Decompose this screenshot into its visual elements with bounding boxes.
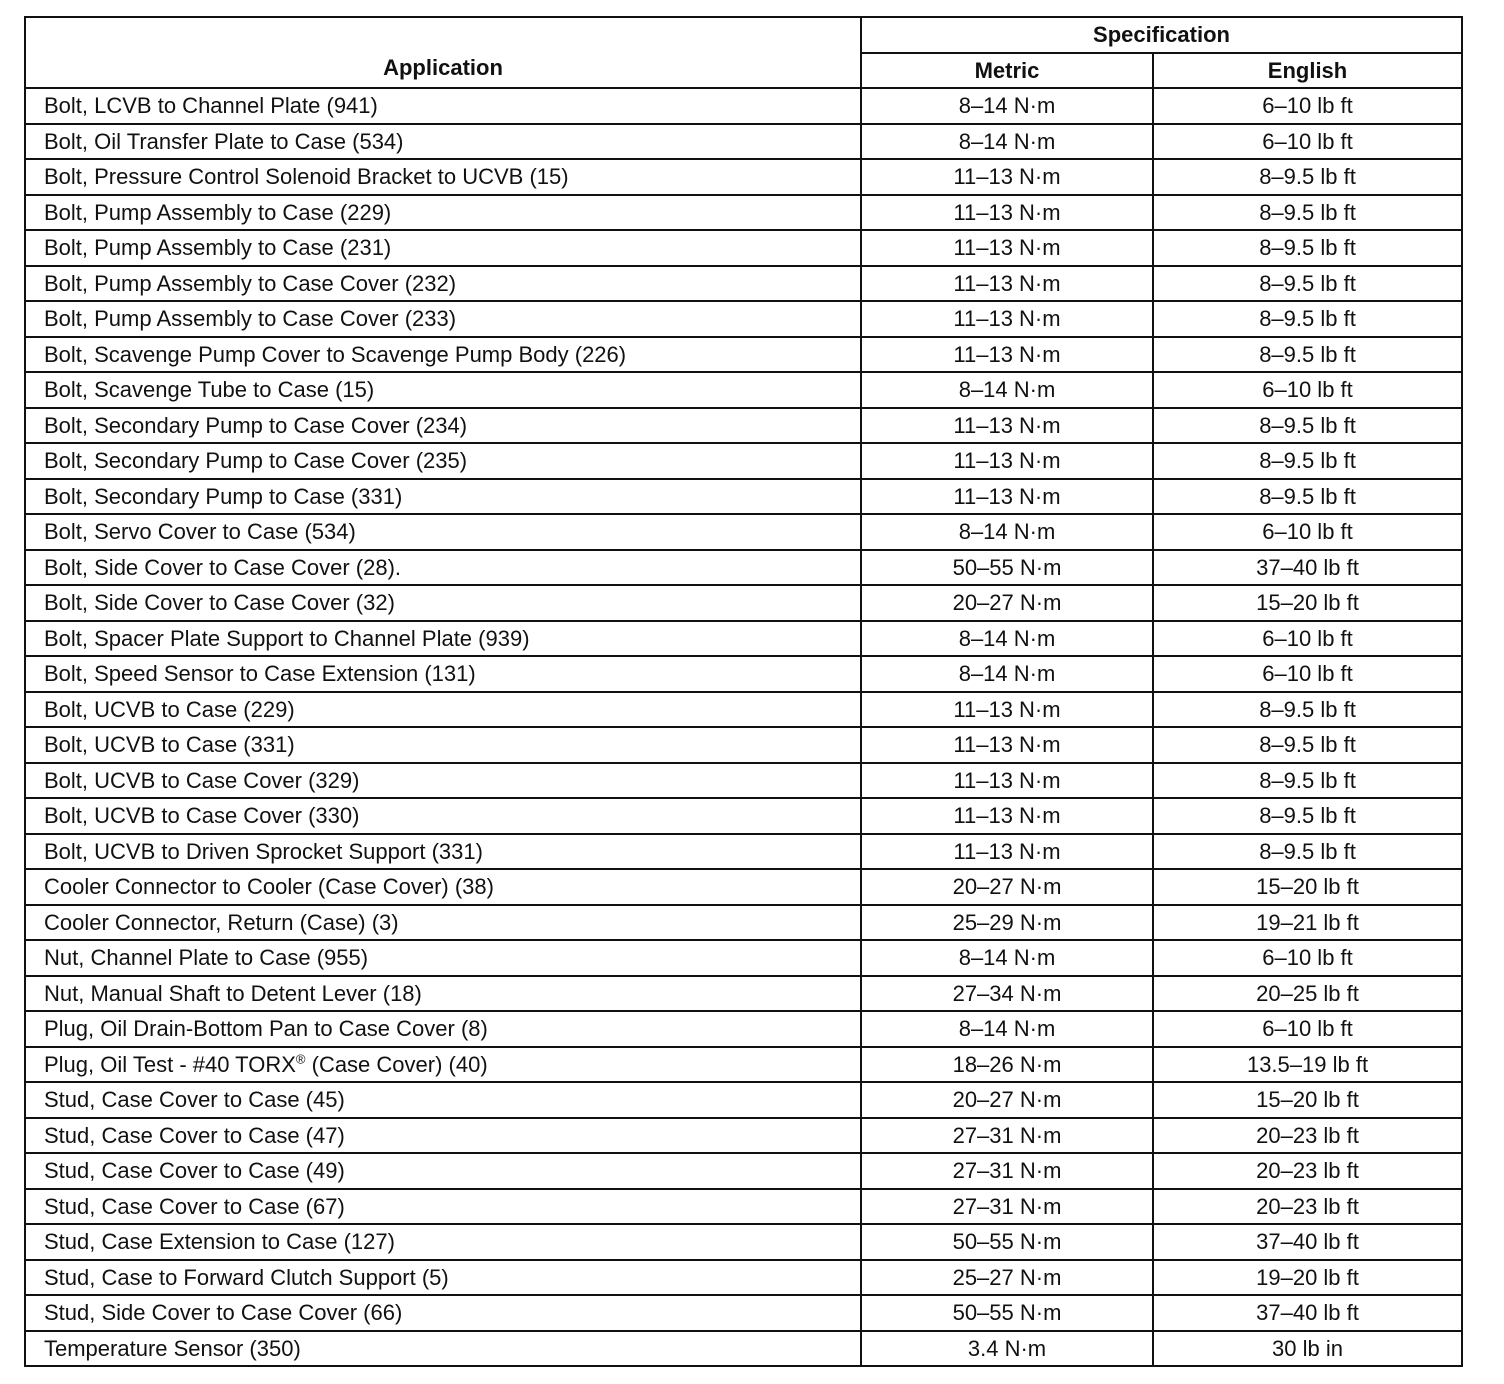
english-cell: 8–9.5 lb ft (1153, 337, 1462, 373)
metric-cell: 8–14 N·m (861, 88, 1153, 124)
english-cell: 6–10 lb ft (1153, 656, 1462, 692)
application-cell: Bolt, Pressure Control Solenoid Bracket to UCVB (15) (25, 159, 861, 195)
application-cell: Nut, Channel Plate to Case (955) (25, 940, 861, 976)
application-cell: Bolt, Scavenge Pump Cover to Scavenge Pump Body (226) (25, 337, 861, 373)
table-row (25, 585, 1462, 621)
application-cell: Nut, Manual Shaft to Detent Lever (18) (25, 976, 861, 1012)
metric-cell: 27–31 N·m (861, 1189, 1153, 1225)
table-row (25, 621, 1462, 657)
table-row (25, 1224, 1462, 1260)
english-cell: 37–40 lb ft (1153, 1224, 1462, 1260)
application-cell: Bolt, Oil Transfer Plate to Case (534) (25, 124, 861, 160)
english-cell: 6–10 lb ft (1153, 372, 1462, 408)
application-cell: Bolt, UCVB to Case Cover (329) (25, 763, 861, 799)
application-cell (25, 1047, 861, 1083)
english-cell: 19–21 lb ft (1153, 905, 1462, 941)
metric-cell: 8–14 N·m (861, 940, 1153, 976)
english-cell: 15–20 lb ft (1153, 869, 1462, 905)
english-cell: 8–9.5 lb ft (1153, 692, 1462, 728)
table-row (25, 408, 1462, 444)
table-row (25, 656, 1462, 692)
english-column-header: English (1153, 53, 1462, 89)
metric-cell: 11–13 N·m (861, 408, 1153, 444)
table-row (25, 230, 1462, 266)
english-cell: 30 lb in (1153, 1331, 1462, 1367)
table-row (25, 1047, 1462, 1083)
english-cell: 8–9.5 lb ft (1153, 266, 1462, 302)
english-cell: 6–10 lb ft (1153, 124, 1462, 160)
application-cell: Bolt, UCVB to Driven Sprocket Support (331) (25, 834, 861, 870)
metric-cell: 18–26 N·m (861, 1047, 1153, 1083)
english-cell: 20–23 lb ft (1153, 1118, 1462, 1154)
table-row (25, 372, 1462, 408)
table-row (25, 727, 1462, 763)
metric-cell: 11–13 N·m (861, 159, 1153, 195)
metric-cell: 8–14 N·m (861, 372, 1153, 408)
english-cell: 37–40 lb ft (1153, 1295, 1462, 1331)
english-cell: 15–20 lb ft (1153, 1082, 1462, 1118)
application-cell: Bolt, Secondary Pump to Case Cover (234) (25, 408, 861, 444)
table-row (25, 337, 1462, 373)
application-cell: Bolt, Side Cover to Case Cover (32) (25, 585, 861, 621)
english-cell: 8–9.5 lb ft (1153, 230, 1462, 266)
table-row (25, 905, 1462, 941)
application-cell: Bolt, Secondary Pump to Case (331) (25, 479, 861, 515)
metric-cell: 3.4 N·m (861, 1331, 1153, 1367)
metric-cell: 11–13 N·m (861, 727, 1153, 763)
application-cell: Cooler Connector, Return (Case) (3) (25, 905, 861, 941)
application-column-header: Application (25, 17, 861, 88)
metric-cell: 50–55 N·m (861, 1295, 1153, 1331)
specification-column-header: Specification (861, 17, 1462, 53)
table-row (25, 159, 1462, 195)
english-cell: 8–9.5 lb ft (1153, 479, 1462, 515)
registered-trademark-mark: ® (295, 1051, 306, 1067)
header-row-top (25, 17, 1462, 53)
english-cell: 8–9.5 lb ft (1153, 834, 1462, 870)
application-cell: Stud, Case Cover to Case (67) (25, 1189, 861, 1225)
english-cell: 37–40 lb ft (1153, 550, 1462, 586)
metric-cell: 25–29 N·m (861, 905, 1153, 941)
application-text-prefix: Plug, Oil Test - #40 TORX (44, 1051, 296, 1077)
table-row (25, 266, 1462, 302)
table-row (25, 1118, 1462, 1154)
application-cell: Bolt, UCVB to Case Cover (330) (25, 798, 861, 834)
application-cell: Bolt, Servo Cover to Case (534) (25, 514, 861, 550)
application-cell: Temperature Sensor (350) (25, 1331, 861, 1367)
metric-cell: 11–13 N·m (861, 692, 1153, 728)
application-cell: Bolt, Secondary Pump to Case Cover (235) (25, 443, 861, 479)
application-cell: Bolt, Pump Assembly to Case Cover (233) (25, 301, 861, 337)
table-row (25, 1189, 1462, 1225)
metric-cell: 8–14 N·m (861, 621, 1153, 657)
table-row (25, 1295, 1462, 1331)
metric-cell: 50–55 N·m (861, 550, 1153, 586)
table-row (25, 763, 1462, 799)
english-cell: 20–23 lb ft (1153, 1153, 1462, 1189)
metric-cell: 11–13 N·m (861, 301, 1153, 337)
application-cell: Stud, Case Cover to Case (45) (25, 1082, 861, 1118)
english-cell: 20–23 lb ft (1153, 1189, 1462, 1225)
table-row (25, 692, 1462, 728)
metric-cell: 11–13 N·m (861, 479, 1153, 515)
table-row (25, 1260, 1462, 1296)
metric-cell: 20–27 N·m (861, 1082, 1153, 1118)
table-row (25, 88, 1462, 124)
application-cell: Stud, Case Cover to Case (47) (25, 1118, 861, 1154)
metric-cell: 11–13 N·m (861, 337, 1153, 373)
english-cell: 19–20 lb ft (1153, 1260, 1462, 1296)
english-cell: 8–9.5 lb ft (1153, 159, 1462, 195)
application-text-suffix: (Case Cover) (40) (305, 1051, 488, 1077)
metric-cell: 11–13 N·m (861, 230, 1153, 266)
torque-specification-table (24, 16, 1463, 1367)
table-body (25, 88, 1462, 1366)
application-cell: Bolt, Scavenge Tube to Case (15) (25, 372, 861, 408)
metric-cell: 27–31 N·m (861, 1153, 1153, 1189)
metric-cell: 11–13 N·m (861, 798, 1153, 834)
table-row (25, 443, 1462, 479)
table-row (25, 514, 1462, 550)
table-header (25, 17, 1462, 88)
english-cell: 20–25 lb ft (1153, 976, 1462, 1012)
application-cell: Bolt, Speed Sensor to Case Extension (131) (25, 656, 861, 692)
application-cell: Stud, Case to Forward Clutch Support (5) (25, 1260, 861, 1296)
english-cell: 8–9.5 lb ft (1153, 443, 1462, 479)
table-row (25, 976, 1462, 1012)
table-row (25, 798, 1462, 834)
metric-cell: 50–55 N·m (861, 1224, 1153, 1260)
table-row (25, 195, 1462, 231)
metric-cell: 20–27 N·m (861, 869, 1153, 905)
metric-cell: 27–34 N·m (861, 976, 1153, 1012)
application-cell: Bolt, UCVB to Case (331) (25, 727, 861, 763)
table-row (25, 1082, 1462, 1118)
english-cell: 8–9.5 lb ft (1153, 727, 1462, 763)
application-cell: Bolt, Pump Assembly to Case (229) (25, 195, 861, 231)
metric-cell: 20–27 N·m (861, 585, 1153, 621)
english-cell: 6–10 lb ft (1153, 940, 1462, 976)
application-cell: Bolt, Pump Assembly to Case Cover (232) (25, 266, 861, 302)
english-cell: 8–9.5 lb ft (1153, 301, 1462, 337)
table-row (25, 301, 1462, 337)
english-cell: 8–9.5 lb ft (1153, 798, 1462, 834)
metric-cell: 8–14 N·m (861, 1011, 1153, 1047)
application-cell: Bolt, UCVB to Case (229) (25, 692, 861, 728)
metric-cell: 27–31 N·m (861, 1118, 1153, 1154)
table-row (25, 550, 1462, 586)
table-row (25, 479, 1462, 515)
english-cell: 13.5–19 lb ft (1153, 1047, 1462, 1083)
metric-cell: 8–14 N·m (861, 656, 1153, 692)
application-cell: Bolt, Side Cover to Case Cover (28). (25, 550, 861, 586)
application-cell: Bolt, Spacer Plate Support to Channel Plate (939) (25, 621, 861, 657)
metric-cell: 11–13 N·m (861, 763, 1153, 799)
application-cell: Plug, Oil Drain-Bottom Pan to Case Cover (8) (25, 1011, 861, 1047)
metric-cell: 11–13 N·m (861, 834, 1153, 870)
application-cell: Stud, Side Cover to Case Cover (66) (25, 1295, 861, 1331)
english-cell: 6–10 lb ft (1153, 514, 1462, 550)
english-cell: 8–9.5 lb ft (1153, 763, 1462, 799)
table-row (25, 869, 1462, 905)
english-cell: 8–9.5 lb ft (1153, 195, 1462, 231)
table-row (25, 1153, 1462, 1189)
table-row (25, 124, 1462, 160)
application-cell: Bolt, LCVB to Channel Plate (941) (25, 88, 861, 124)
application-cell: Bolt, Pump Assembly to Case (231) (25, 230, 861, 266)
english-cell: 15–20 lb ft (1153, 585, 1462, 621)
table-row (25, 940, 1462, 976)
metric-cell: 11–13 N·m (861, 266, 1153, 302)
metric-cell: 11–13 N·m (861, 195, 1153, 231)
metric-column-header: Metric (861, 53, 1153, 89)
application-cell: Stud, Case Extension to Case (127) (25, 1224, 861, 1260)
metric-cell: 25–27 N·m (861, 1260, 1153, 1296)
metric-cell: 8–14 N·m (861, 514, 1153, 550)
table-row (25, 1011, 1462, 1047)
application-cell: Cooler Connector to Cooler (Case Cover) (38) (25, 869, 861, 905)
metric-cell: 11–13 N·m (861, 443, 1153, 479)
application-cell: Stud, Case Cover to Case (49) (25, 1153, 861, 1189)
table-row (25, 834, 1462, 870)
metric-cell: 8–14 N·m (861, 124, 1153, 160)
table-row (25, 1331, 1462, 1367)
english-cell: 8–9.5 lb ft (1153, 408, 1462, 444)
english-cell: 6–10 lb ft (1153, 1011, 1462, 1047)
english-cell: 6–10 lb ft (1153, 88, 1462, 124)
english-cell: 6–10 lb ft (1153, 621, 1462, 657)
